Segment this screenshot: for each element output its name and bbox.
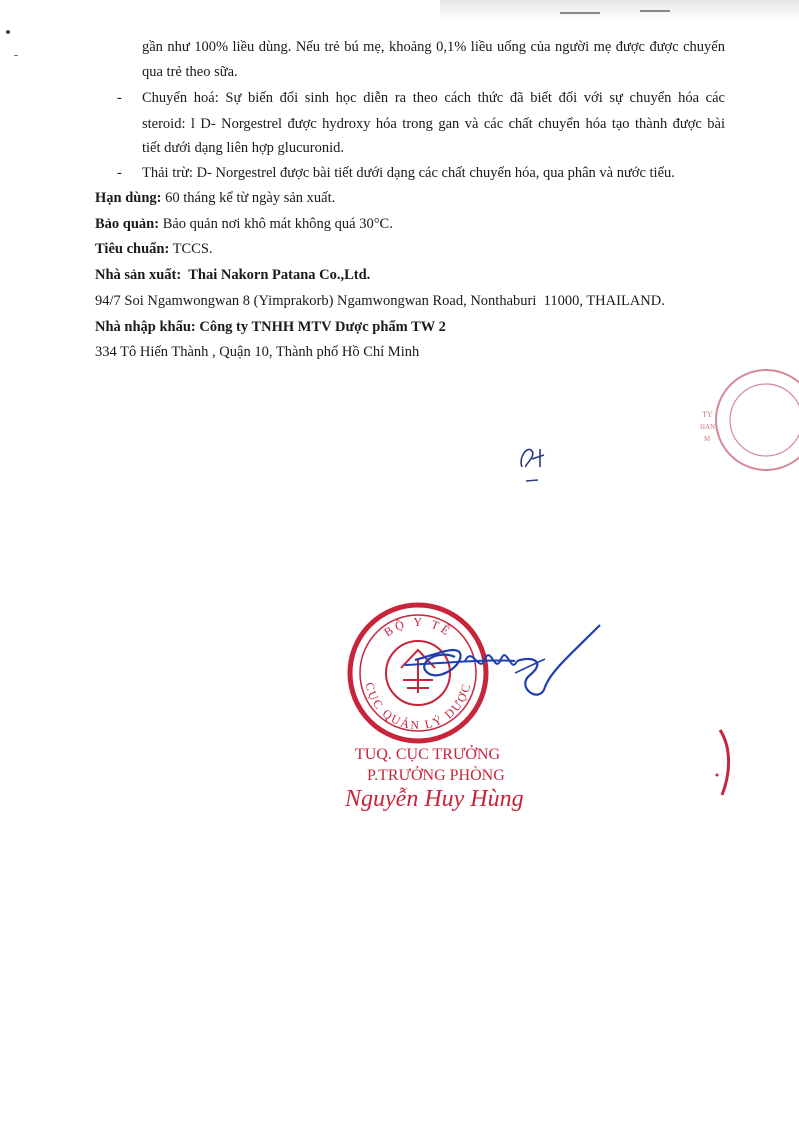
tieu-chuan-label: Tiêu chuẩn: (95, 241, 170, 257)
scan-mark (640, 10, 670, 12)
nha-san-xuat-value: Thai Nakorn Patana Co.,Ltd. (181, 267, 371, 283)
signature-name: Nguyễn Huy Hùng (345, 786, 524, 812)
body-text-line: tiết dưới dạng liên hợp glucuronid. (142, 140, 344, 156)
nha-san-xuat-row (95, 266, 370, 284)
svg-text:M: M (704, 435, 711, 443)
initials-mark (510, 437, 560, 487)
body-text-line: steroid: l D- Norgestrel được hydroxy hóa trong gan và các chất chuyển hóa tạo thành được bài (142, 116, 725, 132)
body-text-line: Chuyển hoá: Sự biến đổi sinh học diễn ra theo cách thức đã biết đối với sự chuyển hóa các (142, 90, 725, 106)
han-dung-value: 60 tháng kể từ ngày sản xuất. (161, 190, 336, 206)
bao-quan-value: Bảo quản nơi khô mát không quá 30°C. (159, 216, 393, 232)
han-dung-label: Hạn dùng: (95, 190, 162, 206)
scan-mark (560, 12, 600, 14)
stamp-top-text: BỘ Y TẾ (381, 614, 455, 640)
stamp-bottom-text: CỤC QUẢN LÝ DƯỢC (362, 680, 474, 733)
scan-mark (6, 30, 10, 34)
tieu-chuan-value: TCCS. (169, 241, 213, 257)
partial-stamp-mark (712, 725, 742, 805)
nha-nhap-khau-row (95, 318, 446, 336)
bullet-dash: - (117, 165, 122, 181)
body-text-line: Thải trừ: D- Norgestrel được bài tiết dưới dạng các chất chuyển hóa, qua phân và nước tiểu. (142, 165, 675, 181)
scan-shadow (440, 0, 799, 22)
signature-title-line2: P.TRƯỞNG PHÒNG (367, 767, 505, 784)
handwritten-signature (395, 615, 655, 725)
signature-title-line1: TUQ. CỤC TRƯỞNG (355, 746, 501, 763)
svg-text:HAN: HAN (700, 423, 716, 431)
nnk-address: 334 Tô Hiến Thành , Quận 10, Thành phố Hồ Chí Minh (95, 344, 420, 360)
partial-stamp-right (694, 365, 799, 475)
body-text-line: gần như 100% liều dùng. Nếu trẻ bú mẹ, khoảng 0,1% liều uống của người mẹ được được chuyển (142, 39, 725, 55)
bao-quan-label: Bảo quản: (95, 216, 160, 232)
nha-nhap-khau-label: Nhà nhập khẩu: (95, 319, 196, 335)
svg-text:TY: TY (702, 410, 713, 419)
nsx-address: 94/7 Soi Ngamwongwan 8 (Yimprakorb) Ngamwongwan Road, Nonthaburi 11000, THAILAND. (95, 293, 665, 309)
nha-nhap-khau-value: Công ty TNHH MTV Dược phẩm TW 2 (195, 319, 446, 335)
han-dung-row (95, 189, 335, 207)
bao-quan-row (95, 215, 393, 233)
nha-san-xuat-label: Nhà sản xuất: (95, 267, 182, 283)
bullet-dash: - (117, 90, 122, 106)
scan-mark (14, 55, 18, 56)
body-text-line: qua trẻ theo sữa. (142, 64, 238, 80)
tieu-chuan-row (95, 240, 213, 258)
